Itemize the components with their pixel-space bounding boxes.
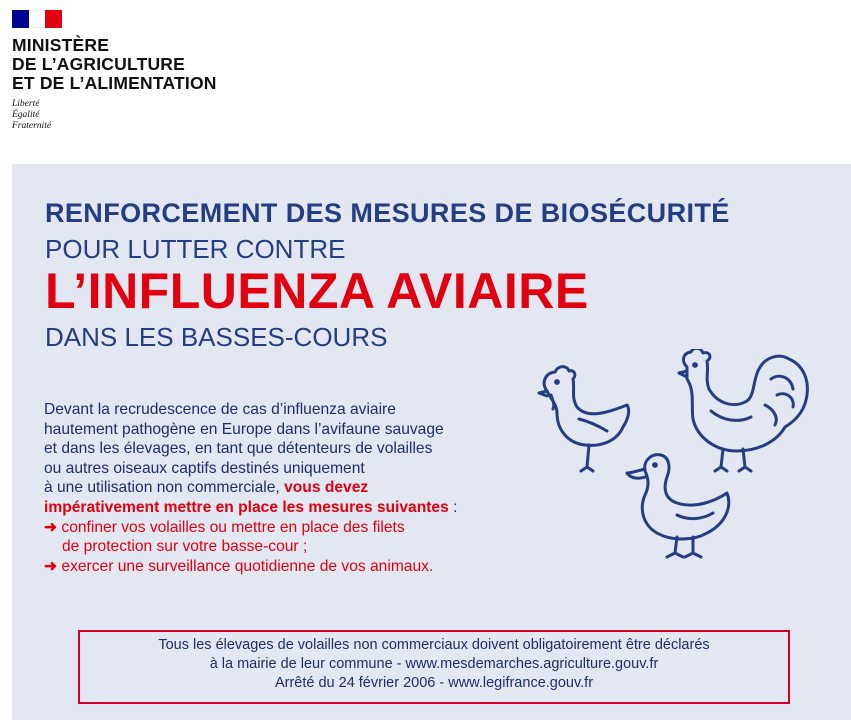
body-text: à une utilisation non commerciale, bbox=[44, 479, 285, 497]
measure-item-surveillance bbox=[44, 557, 524, 577]
poster-title-line4: DANS LES BASSES-COURS bbox=[45, 322, 388, 352]
poultry-illustration bbox=[527, 349, 832, 564]
duck-icon bbox=[627, 455, 729, 557]
ministry-line: DE L’AGRICULTURE bbox=[12, 54, 186, 74]
ministry-line: ET DE L’ALIMENTATION bbox=[12, 73, 217, 93]
body-line: et dans les élevages, en tant que détenteurs de volailles bbox=[44, 440, 433, 458]
poster-body-text bbox=[44, 400, 524, 576]
motto-egalite: Égalité bbox=[12, 110, 40, 120]
body-line: ou autres oiseaux captifs destinés uniquement bbox=[44, 459, 365, 477]
notice-line: à la mairie de leur commune - www.mesdemarches.agriculture.gouv.fr bbox=[209, 656, 659, 672]
body-line: hautement pathogène en Europe dans l’avifaune sauvage bbox=[44, 420, 444, 438]
body-line bbox=[44, 498, 524, 518]
measure-item-confine bbox=[44, 518, 524, 557]
arrow-right-icon: ➜ bbox=[44, 518, 58, 536]
motto-fraternite: Fraternité bbox=[12, 121, 52, 131]
ministry-name bbox=[12, 36, 252, 93]
body-text: : bbox=[448, 498, 458, 516]
measure-text: de protection sur votre basse-cour ; bbox=[62, 538, 308, 556]
emphasis-text: vous devez bbox=[284, 479, 369, 497]
poster-title-main: L’INFLUENZA AVIAIRE bbox=[45, 263, 589, 319]
poster-title-line2: POUR LUTTER CONTRE bbox=[45, 234, 346, 264]
motto-liberte: Liberté bbox=[12, 99, 40, 109]
ministry-line: MINISTÈRE bbox=[12, 35, 110, 55]
notice-line: Arrêté du 24 février 2006 - www.legifrance.gouv.fr bbox=[274, 675, 594, 691]
notice-line: Tous les élevages de volailles non commerciaux doivent obligatoirement être déclarés bbox=[158, 637, 710, 653]
measure-text: confiner vos volailles ou mettre en place des filets bbox=[57, 518, 405, 536]
emphasis-text: impérativement mettre en place les mesures suivantes bbox=[44, 498, 449, 516]
measure-text: exercer une surveillance quotidienne de vos animaux. bbox=[57, 557, 434, 575]
ministry-logo bbox=[12, 10, 252, 132]
declaration-notice bbox=[78, 630, 790, 704]
arrow-right-icon: ➜ bbox=[44, 557, 58, 575]
rooster-icon bbox=[679, 349, 807, 471]
hen-icon bbox=[539, 367, 629, 471]
republic-motto bbox=[12, 99, 252, 132]
poster-title-line1: RENFORCEMENT DES MESURES DE BIOSÉCURITÉ bbox=[45, 198, 730, 228]
french-flag-icon bbox=[12, 10, 62, 28]
poster-panel bbox=[12, 164, 851, 720]
body-line bbox=[44, 478, 524, 498]
body-line: Devant la recrudescence de cas d’influenza aviaire bbox=[44, 401, 396, 418]
